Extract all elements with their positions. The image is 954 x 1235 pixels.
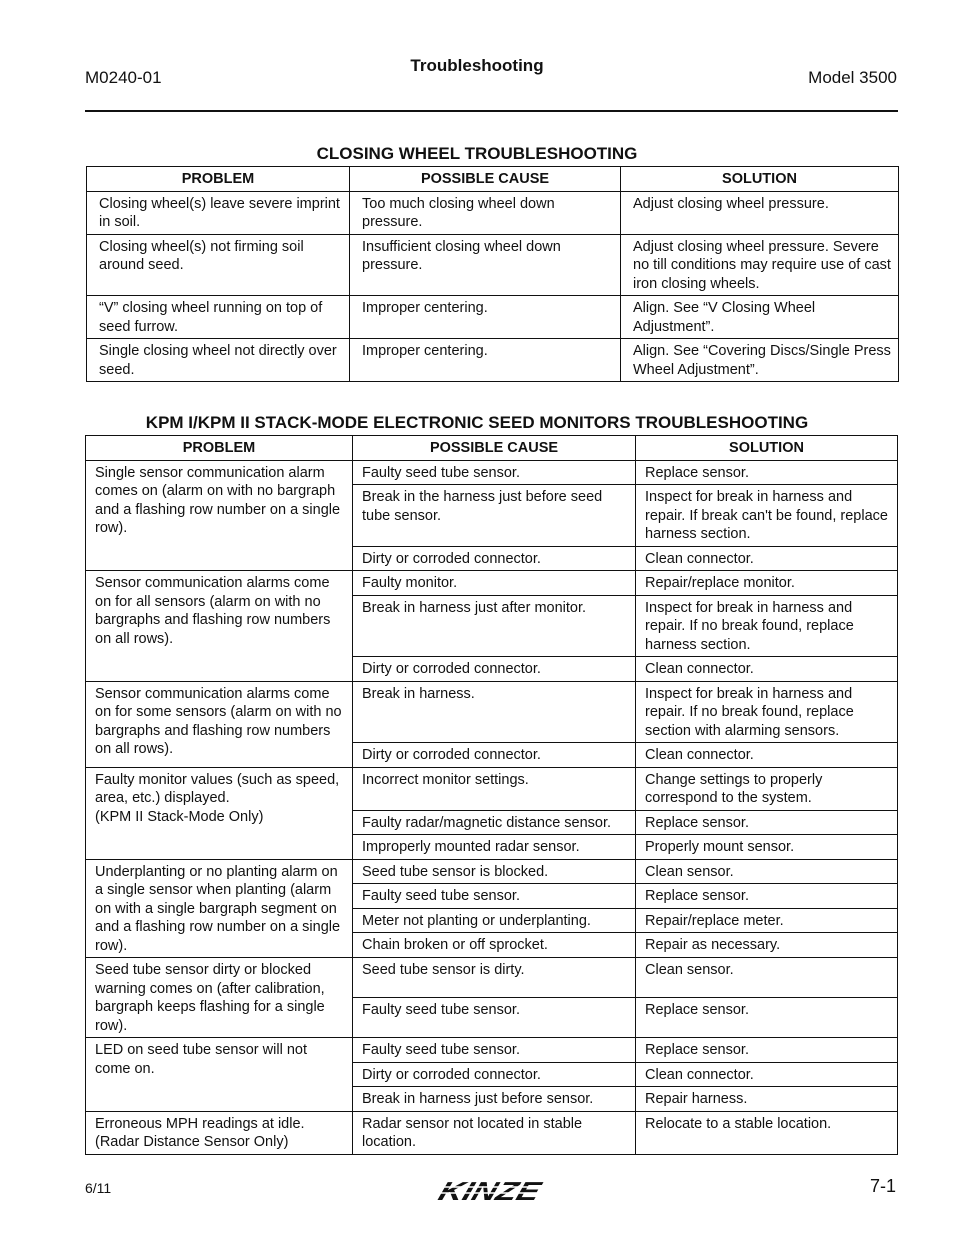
- column-header-cause: POSSIBLE CAUSE: [350, 167, 621, 192]
- cause-cell: Dirty or corroded connector.: [353, 1062, 636, 1087]
- header-rule: [85, 110, 898, 112]
- cause-cell: Seed tube sensor is blocked.: [353, 859, 636, 884]
- problem-cell: Single sensor communication alarm comes on (alarm on with no bargraph and a flashing row number on a single row).: [86, 460, 353, 571]
- solution-cell: Change settings to properly correspond to the system.: [636, 767, 898, 810]
- cause-cell: Dirty or corroded connector.: [353, 743, 636, 768]
- cause-cell: Break in harness just before sensor.: [353, 1087, 636, 1112]
- problem-cell: Erroneous MPH readings at idle. (Radar Distance Sensor Only): [86, 1111, 353, 1154]
- monitors-title: KPM I/KPM II STACK-MODE ELECTRONIC SEED MONITORS TROUBLESHOOTING: [145, 413, 809, 432]
- cause-cell: Faulty radar/magnetic distance sensor.: [353, 810, 636, 835]
- cause-cell: Faulty seed tube sensor.: [353, 1038, 636, 1063]
- cause-cell: Improper centering.: [350, 339, 621, 382]
- solution-cell: Align. See “Covering Discs/Single Press Wheel Adjustment”.: [621, 339, 899, 382]
- solution-cell: Repair/replace meter.: [636, 908, 898, 933]
- problem-cell: Sensor communication alarms come on for some sensors (alarm on with no bargraphs and flashing row numbers on all rows).: [86, 681, 353, 767]
- table-header-row: [86, 436, 898, 461]
- solution-cell: Repair/replace monitor.: [636, 571, 898, 596]
- model-label: Model 3500: [808, 68, 897, 87]
- table-row: [86, 958, 898, 998]
- problem-cell: Underplanting or no planting alarm on a single sensor when planting (alarm on with a single bargraph segment on and a flashing row number on a single row).: [86, 859, 353, 958]
- cause-cell: Improperly mounted radar sensor.: [353, 835, 636, 860]
- cause-cell: Radar sensor not located in stable location.: [353, 1111, 636, 1154]
- table-row: [86, 460, 898, 485]
- solution-cell: Properly mount sensor.: [636, 835, 898, 860]
- svg-text:KINZE: KINZE: [434, 1178, 523, 1206]
- solution-cell: Inspect for break in harness and repair. If break can't be found, replace harness section.: [636, 485, 898, 547]
- solution-cell: Clean sensor.: [636, 859, 898, 884]
- solution-cell: Inspect for break in harness and repair. If no break found, replace harness section.: [636, 595, 898, 657]
- solution-cell: Clean connector.: [636, 657, 898, 682]
- problem-cell: Faulty monitor values (such as speed, area, etc.) displayed. (KPM II Stack-Mode Only): [86, 767, 353, 859]
- table-row: [87, 339, 899, 382]
- table-row: [87, 191, 899, 234]
- solution-cell: Clean connector.: [636, 1062, 898, 1087]
- solution-cell: Repair harness.: [636, 1087, 898, 1112]
- cause-cell: Meter not planting or underplanting.: [353, 908, 636, 933]
- solution-cell: Replace sensor.: [636, 998, 898, 1038]
- closing-wheel-table: [86, 166, 899, 382]
- column-header-solution: SOLUTION: [636, 436, 898, 461]
- closing-wheel-title: CLOSING WHEEL TROUBLESHOOTING: [316, 144, 638, 163]
- column-header-problem: PROBLEM: [86, 436, 353, 461]
- solution-cell: Clean connector.: [636, 546, 898, 571]
- monitors-table: [85, 435, 898, 1155]
- problem-cell: Single closing wheel not directly over seed.: [87, 339, 350, 382]
- solution-cell: Replace sensor.: [636, 1038, 898, 1063]
- problem-cell: Closing wheel(s) leave severe imprint in soil.: [87, 191, 350, 234]
- problem-cell: Seed tube sensor dirty or blocked warning comes on (after calibration, bargraph keeps flashing for a single row).: [86, 958, 353, 1038]
- cause-cell: Break in harness just after monitor.: [353, 595, 636, 657]
- table-row: [86, 571, 898, 596]
- cause-cell: Too much closing wheel down pressure.: [350, 191, 621, 234]
- table-row: [86, 1111, 898, 1154]
- table-row: [87, 234, 899, 296]
- cause-cell: Seed tube sensor is dirty.: [353, 958, 636, 998]
- page-number: 7-1: [869, 1176, 896, 1196]
- solution-cell: Replace sensor.: [636, 460, 898, 485]
- solution-cell: Inspect for break in harness and repair. If no break found, replace section with alarming sensors.: [636, 681, 898, 743]
- cause-cell: Chain broken or off sprocket.: [353, 933, 636, 958]
- cause-cell: Incorrect monitor settings.: [353, 767, 636, 810]
- problem-cell: “V” closing wheel running on top of seed furrow.: [87, 296, 350, 339]
- cause-cell: Dirty or corroded connector.: [353, 546, 636, 571]
- solution-cell: Adjust closing wheel pressure. Severe no till conditions may require use of cast iron closing wheels.: [621, 234, 899, 296]
- solution-cell: Adjust closing wheel pressure.: [621, 191, 899, 234]
- solution-cell: Clean sensor.: [636, 958, 898, 998]
- problem-cell: Closing wheel(s) not firming soil around seed.: [87, 234, 350, 296]
- table-row: [86, 1038, 898, 1063]
- solution-cell: Relocate to a stable location.: [636, 1111, 898, 1154]
- table-row: [86, 767, 898, 810]
- cause-cell: Break in harness.: [353, 681, 636, 743]
- column-header-problem: PROBLEM: [87, 167, 350, 192]
- cause-cell: Dirty or corroded connector.: [353, 657, 636, 682]
- problem-cell: LED on seed tube sensor will not come on.: [86, 1038, 353, 1112]
- table-header-row: [87, 167, 899, 192]
- cause-cell: Break in the harness just before seed tube sensor.: [353, 485, 636, 547]
- cause-cell: Faulty seed tube sensor.: [353, 884, 636, 909]
- table-row: [87, 296, 899, 339]
- cause-cell: Insufficient closing wheel down pressure.: [350, 234, 621, 296]
- cause-cell: Faulty seed tube sensor.: [353, 998, 636, 1038]
- table-row: [86, 681, 898, 743]
- cause-cell: Faulty monitor.: [353, 571, 636, 596]
- document-number: M0240-01: [85, 68, 162, 87]
- kinze-logo: [430, 1178, 550, 1211]
- solution-cell: Clean connector.: [636, 743, 898, 768]
- column-header-solution: SOLUTION: [621, 167, 899, 192]
- problem-cell: Sensor communication alarms come on for all sensors (alarm on with no bargraphs and flashing row numbers on all rows).: [86, 571, 353, 682]
- solution-cell: Replace sensor.: [636, 884, 898, 909]
- solution-cell: Align. See “V Closing Wheel Adjustment”.: [621, 296, 899, 339]
- solution-cell: Repair as necessary.: [636, 933, 898, 958]
- column-header-cause: POSSIBLE CAUSE: [353, 436, 636, 461]
- cause-cell: Improper centering.: [350, 296, 621, 339]
- section-title: Troubleshooting: [410, 56, 544, 75]
- revision-date: 6/11: [85, 1180, 112, 1196]
- table-row: [86, 859, 898, 884]
- solution-cell: Replace sensor.: [636, 810, 898, 835]
- cause-cell: Faulty seed tube sensor.: [353, 460, 636, 485]
